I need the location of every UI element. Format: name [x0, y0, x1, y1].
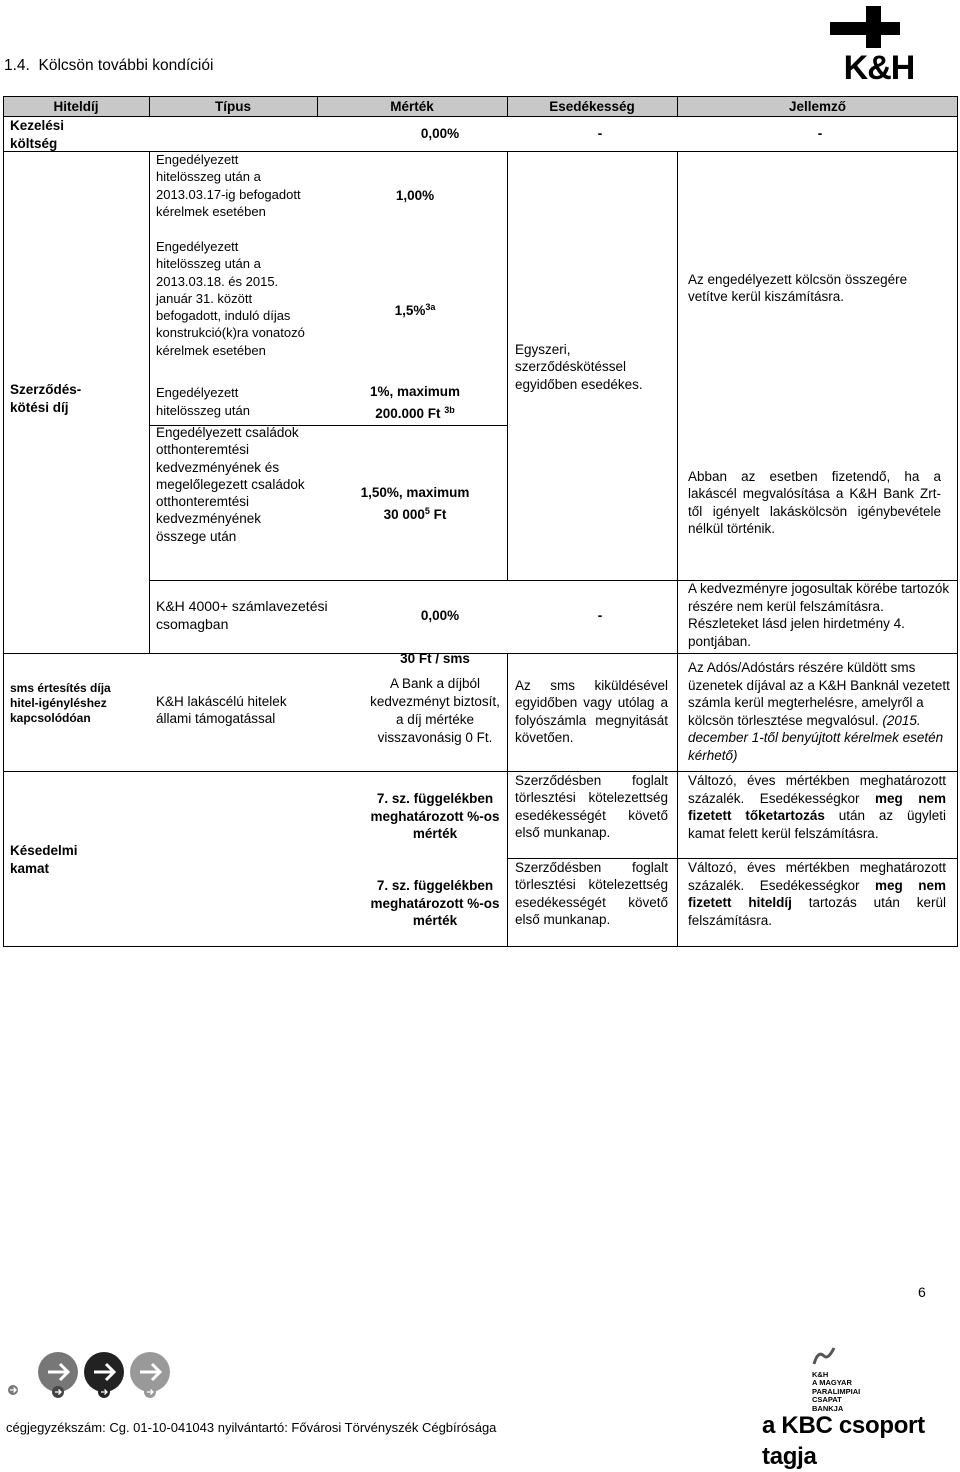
footer-arrows-decoration: [0, 1350, 210, 1400]
kezelesi-due: -: [597, 126, 603, 141]
sms-note-italic: (2015. december 1-től benyújtott kérelmek esetén kérhető): [688, 712, 944, 763]
col-line: [317, 96, 318, 117]
kesedelmi-note1-d: után az ügyleti kamat felett kerül felszámításra.: [688, 808, 946, 841]
header-tipus: Típus: [215, 99, 251, 114]
sms-note: [688, 659, 950, 764]
col-line: [3, 96, 4, 947]
szerzodeskotesi-type4: Engedélyezett családok otthonteremtési kedvezményének és megelőlegezett családok otthonteremtési kedvezményének összege után: [156, 425, 305, 544]
section-title-text: Kölcsön további kondíciói: [38, 57, 214, 74]
szerzodeskotesi-due5: -: [597, 608, 603, 623]
szerzodeskotesi-rate3: [330, 382, 500, 423]
paralympic-line: A MAGYAR: [812, 1378, 852, 1388]
kezelesi-rate: 0,00%: [420, 126, 460, 141]
sms-name: sms értesítés díja hitel-igényléshez kapcsolódóan: [10, 681, 111, 725]
sms-rate: [365, 650, 505, 747]
sms-due: Az sms kiküldésével egyidőben vagy utólag a folyószámla megnyitását követően.: [515, 678, 668, 745]
section-number: 1.4.: [4, 57, 30, 74]
kesedelmi-due1: Szerződésben foglalt törlesztési kötelezettség esedékességét követő első munkanap.: [515, 773, 668, 840]
arrow-right-circle-icon: [52, 1386, 64, 1398]
table-border-top: [3, 96, 958, 97]
szerzodeskotesi-rate2: [330, 302, 500, 320]
rate2-footnote: 3a: [425, 302, 436, 312]
sms-note-text: Az Adós/Adóstárs részére küldött sms üzenetek díjával az a K&H Banknál vezetett számla kerül megterhelésre, amelyről a kölcsön törlesztése megvalósul.: [688, 660, 950, 728]
header-hiteldij: Hiteldíj: [53, 99, 99, 114]
col-line: [507, 653, 508, 947]
szerzodeskotesi-type2: Engedélyezett hitelösszeg után a 2013.03.18. és 2015. január 31. között befogadott, induló díjas konstrukció(k)ra vonatozó kérelmek esetében: [156, 239, 305, 358]
col-line: [677, 151, 678, 947]
col-line: [507, 96, 508, 117]
rate2-value: 1,5%: [394, 303, 426, 318]
kesedelmi-name: [10, 842, 130, 877]
kesedelmi-note2-c: hiteldíj: [748, 895, 792, 910]
sms-type: K&H lakáscélú hitelek állami támogatással: [156, 694, 287, 726]
szerzodeskotesi-name-line1: Szerződés-: [10, 382, 82, 397]
szerzodeskotesi-type3: Engedélyezett hitelösszeg után: [156, 385, 250, 418]
header-mertek: Mérték: [390, 99, 434, 114]
rate3-line1: 1%, maximum: [369, 384, 461, 399]
paralympic-logo-symbol: [812, 1346, 836, 1366]
header-esedekesseg: Esedékesség: [549, 99, 635, 114]
paralympic-logo-text: [812, 1371, 864, 1414]
rate4-line2: [330, 502, 500, 524]
arrow-right-circle-icon: [8, 1385, 18, 1395]
header-jellemzo: Jellemző: [788, 99, 847, 114]
kesedelmi-rate1: 7. sz. függelékben meghatározott %-os mérték: [370, 791, 500, 841]
kesedelmi-rate2: 7. sz. függelékben meghatározott %-os mérték: [370, 878, 500, 928]
kesedelmi-note2-b: meg nem fizetett: [688, 877, 946, 910]
col-line: [677, 96, 678, 117]
paralympic-logo: [812, 1346, 864, 1413]
paralympic-line: PARALIMPIAI: [812, 1386, 861, 1396]
kezelesi-note: -: [817, 126, 823, 141]
rate4-unit: Ft: [433, 507, 447, 522]
col-line: [507, 151, 508, 581]
rate4-line1: 1,50%, maximum: [360, 485, 470, 500]
footer-registry: cégjegyzékszám: Cg. 01-10-041043 nyilvántartó: Fővárosi Törvényszék Cégbírósága: [6, 1420, 497, 1435]
rate4-footnote: 5: [424, 506, 430, 516]
paralympic-line: CSAPAT BANKJA: [812, 1395, 844, 1413]
arrow-right-circle-icon: [144, 1386, 156, 1398]
szerzodeskotesi-due: Egyszeri, szerződéskötéssel egyidőben esedékes.: [515, 342, 643, 392]
szerzodeskotesi-rate1: 1,00%: [395, 188, 435, 203]
paralympic-line: K&H: [812, 1369, 829, 1379]
kesedelmi-note1: [688, 772, 946, 842]
szerzodeskotesi-name: [10, 381, 130, 416]
header-bottom-line: [3, 116, 958, 117]
szerzodeskotesi-note5: A kedvezményre jogosultak körébe tartozók részére nem kerül felszámításra. Részleteket lásd jelen hirdetmény 4. pontjában.: [688, 581, 950, 649]
szerzodeskotesi-name-line2: kötési díj: [10, 399, 69, 415]
szerzodeskotesi-type5: K&H 4000+ számlavezetési csomagban: [156, 598, 328, 632]
rate4-amount: 30 000: [383, 507, 425, 522]
sms-rate-bold: 30 Ft / sms: [400, 651, 470, 666]
kesedelmi-note2-d: tartozás után kerül felszámításra.: [688, 895, 946, 928]
col-line: [149, 96, 150, 117]
kesedelmi-note1-b: meg nem fizetett: [688, 790, 946, 823]
arrow-right-circle-icon: [98, 1386, 110, 1398]
szerzodeskotesi-rate5: 0,00%: [420, 608, 460, 623]
szerzodeskotesi-type1: Engedélyezett hitelösszeg után a 2013.03.17-ig befogadott kérelmek esetében: [156, 152, 301, 219]
rate3-amount: 200.000 Ft: [375, 406, 441, 421]
kesedelmi-note1-a: Változó, éves mértékben meghatározott százalék. Esedékességkor: [688, 773, 946, 806]
row-line: [3, 151, 958, 152]
kesedelmi-due2: Szerződésben foglalt törlesztési kötelezettség esedékességét követő első munkanap.: [515, 860, 668, 927]
rate3-footnote: 3b: [444, 405, 455, 415]
kesedelmi-note1-c: tőketartozás: [745, 808, 825, 823]
section-title: [4, 56, 213, 76]
kesedelmi-name-line1: Késedelmi: [10, 843, 78, 858]
col-line: [957, 96, 958, 947]
col-line: [149, 151, 150, 654]
rate3-line2: [330, 401, 500, 423]
szerzodeskotesi-rate4: [330, 484, 500, 524]
kh-logo-text: K&H: [843, 49, 915, 87]
szerzodeskotesi-note2: Abban az esetben fizetendő, ha a lakáscél megvalósítása a K&H Bank Zrt-től igényelt lakáskölcsön igénybevétele nélkül történik.: [688, 469, 941, 536]
kesedelmi-note2: [688, 859, 946, 929]
kezelesi-name: Kezelési költség: [10, 118, 65, 151]
kh-logo: [826, 2, 932, 88]
page-number: 6: [918, 1284, 926, 1300]
kesedelmi-note2-a: Változó, éves mértékben meghatározott százalék. Esedékességkor: [688, 860, 946, 893]
table-border-bottom: [3, 946, 958, 947]
kbc-group-label: a KBC csoport tagja: [762, 1412, 925, 1471]
sms-rate-text: A Bank a díjból kedvezményt biztosít, a díj mértéke visszavonásig 0 Ft.: [370, 676, 500, 745]
kesedelmi-name-line2: kamat: [10, 860, 50, 876]
szerzodeskotesi-note1: Az engedélyezett kölcsön összegére vetítve kerül kiszámításra.: [688, 272, 908, 304]
kh-logo-symbol: [830, 6, 900, 48]
